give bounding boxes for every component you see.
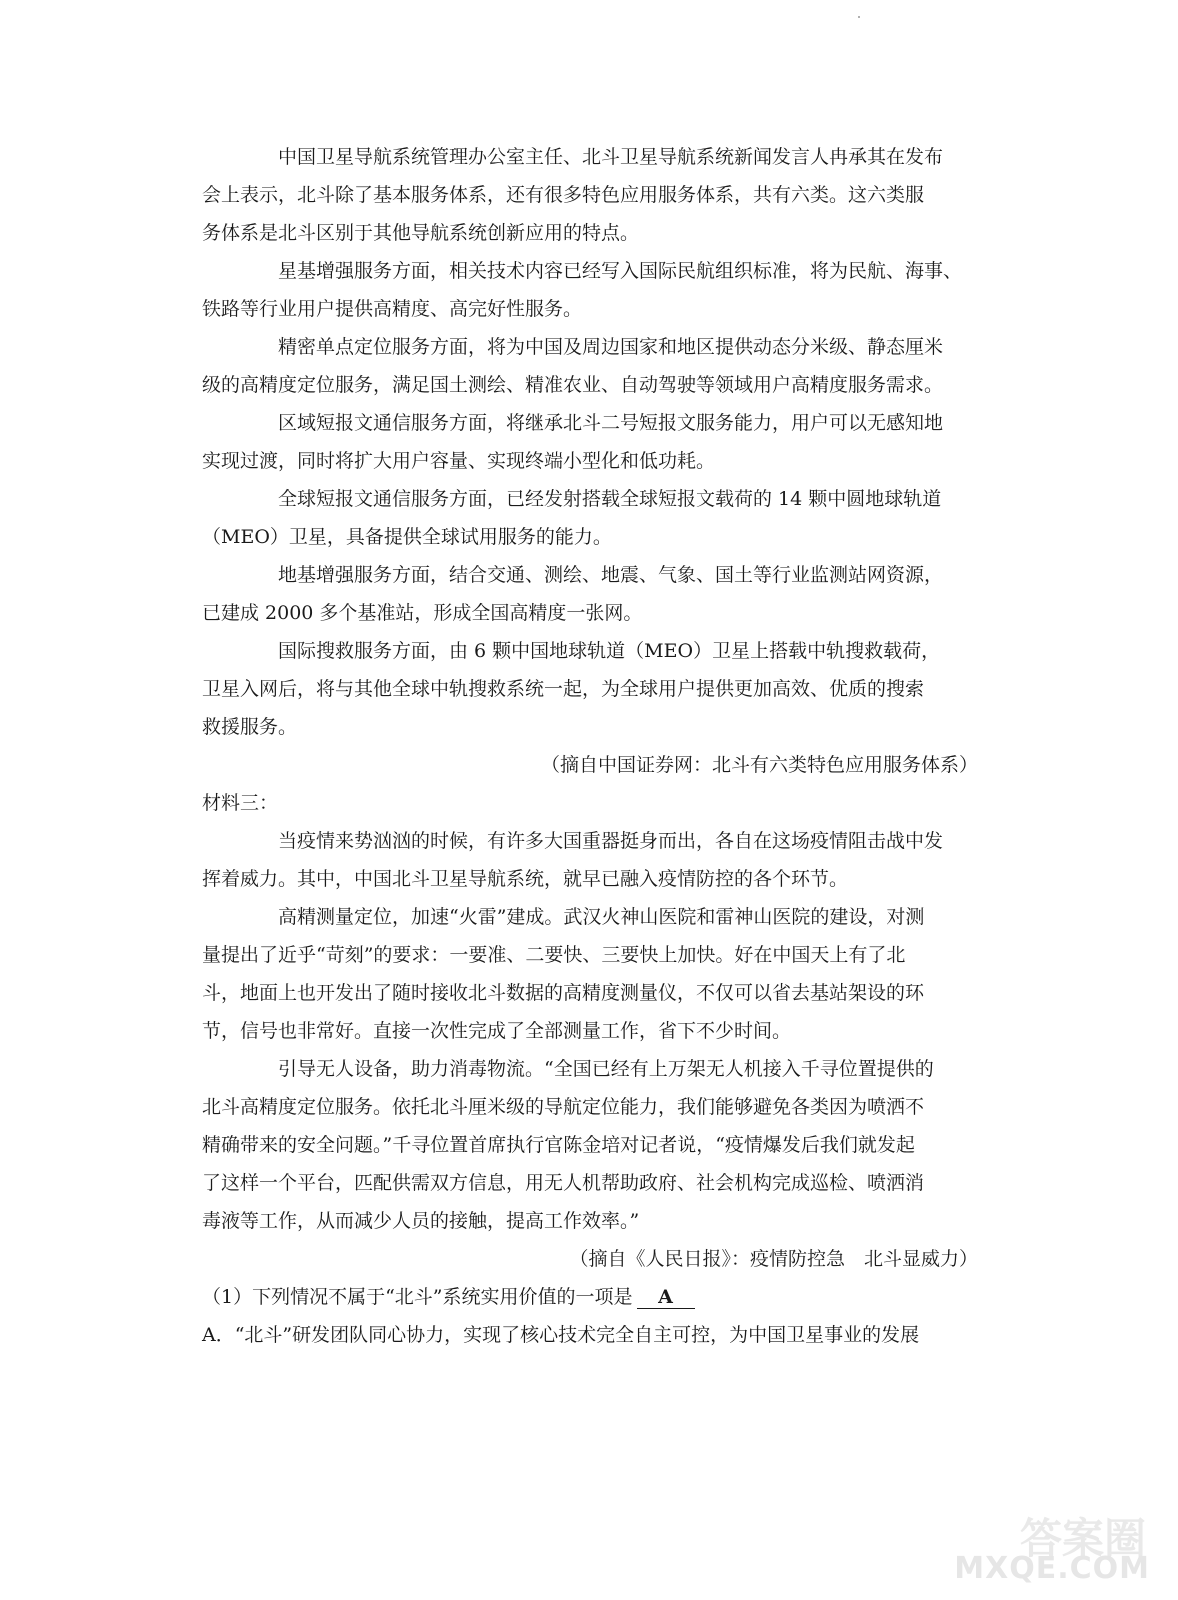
text-line: 中国卫星导航系统管理办公室主任、北斗卫星导航系统新闻发言人冉承其在发布 [278,146,944,168]
text-line: 节，信号也非常好。直接一次性完成了全部测量工作，省下不少时间。 [202,1020,792,1042]
text-line: 星基增强服务方面，相关技术内容已经写入国际民航组织标准，将为民航、海事、 [278,260,963,282]
watermark-cn: 答案圈 [1019,1514,1146,1563]
paragraph-sar [202,632,978,746]
watermark-en: MXQE.COM [954,1551,1150,1586]
text-line: 已建成 2000 多个基准站，形成全国高精度一张网。 [202,602,643,624]
text-line: 北斗高精度定位服务。依托北斗厘米级的导航定位能力，我们能够避免各类因为喷洒不 [202,1096,925,1118]
text-line: 地基增强服务方面，结合交通、测绘、地震、气象、国土等行业监测站网资源， [278,564,944,586]
text-line: 会上表示，北斗除了基本服务体系，还有很多特色应用服务体系，共有六类。这六类服 [202,184,925,206]
watermark-logo [956,1506,1156,1586]
text-line: 务体系是北斗区别于其他导航系统创新应用的特点。 [202,222,640,244]
paragraph-intro [202,138,978,252]
text-line: 精密单点定位服务方面，将为中国及周边国家和地区提供动态分米级、静态厘米 [278,336,944,358]
answer-blank: A [637,1286,695,1309]
paragraph-ppp [202,328,978,404]
paragraph-global-sms [202,480,978,556]
paragraph-regional-sms [202,404,978,480]
text-line: 实现过渡，同时将扩大用户容量、实现终端小型化和低功耗。 [202,450,716,472]
text-line: 精确带来的安全问题。”千寻位置首席执行官陈金培对记者说，“疫情爆发后我们就发起 [202,1134,915,1156]
source-citation: （摘自中国证券网：北斗有六类特色应用服务体系） [540,754,978,776]
question-1 [202,1278,978,1316]
question-stem: （1）下列情况不属于“北斗”系统实用价值的一项是 [202,1286,633,1308]
text-line: 挥着威力。其中，中国北斗卫星导航系统，就早已融入疫情防控的各个环节。 [202,868,849,890]
text-line: 铁路等行业用户提供高精度、高完好性服务。 [202,298,583,320]
text-line: 高精测量定位，加速“火雷”建成。武汉火神山医院和雷神山医院的建设，对测 [278,906,925,928]
source-citation: （摘自《人民日报》：疫情防控急 北斗显威力） [569,1248,978,1270]
text-line: （MEO）卫星，具备提供全球试用服务的能力。 [202,526,612,548]
document-body [202,138,978,1354]
text-line: 卫星入网后，将与其他全球中轨搜救系统一起，为全球用户提供更加高效、优质的搜索 [202,678,925,700]
text-line: 救援服务。 [202,716,298,738]
text-line: 引导无人设备，助力消毒物流。“全国已经有上万架无人机接入千寻位置提供的 [278,1058,934,1080]
paragraph-surveying [202,898,978,1050]
text-line: 量提出了近乎“苛刻”的要求：一要准、二要快、三要快上加快。好在中国天上有了北 [202,944,906,966]
text-line: 了这样一个平台，匹配供需双方信息，用无人机帮助政府、社会机构完成巡检、喷洒消 [202,1172,925,1194]
option-a: A．“北斗”研发团队同心协力，实现了核心技术完全自主可控，为中国卫星事业的发展 [202,1324,920,1346]
text-line: 斗，地面上也开发出了随时接收北斗数据的高精度测量仪，不仅可以省去基站架设的环 [202,982,925,1004]
paragraph-drones [202,1050,978,1240]
text-line: 全球短报文通信服务方面，已经发射搭载全球短报文载荷的 14 颗中圆地球轨道 [278,488,942,510]
paragraph-epidemic [202,822,978,898]
text-line: 国际搜救服务方面，由 6 颗中国地球轨道（MEO）卫星上搭载中轨搜救载荷， [278,640,941,662]
scan-dot [858,16,860,18]
text-line: 级的高精度定位服务，满足国土测绘、精准农业、自动驾驶等领域用户高精度服务需求。 [202,374,944,396]
text-line: 当疫情来势汹汹的时候，有许多大国重器挺身而出，各自在这场疫情阻击战中发 [278,830,944,852]
text-line: 毒液等工作，从而减少人员的接触，提高工作效率。” [202,1210,640,1232]
text-line: 区域短报文通信服务方面，将继承北斗二号短报文服务能力，用户可以无感知地 [278,412,944,434]
section-heading: 材料三： [202,792,279,814]
paragraph-sbas [202,252,978,328]
paragraph-gbas [202,556,978,632]
